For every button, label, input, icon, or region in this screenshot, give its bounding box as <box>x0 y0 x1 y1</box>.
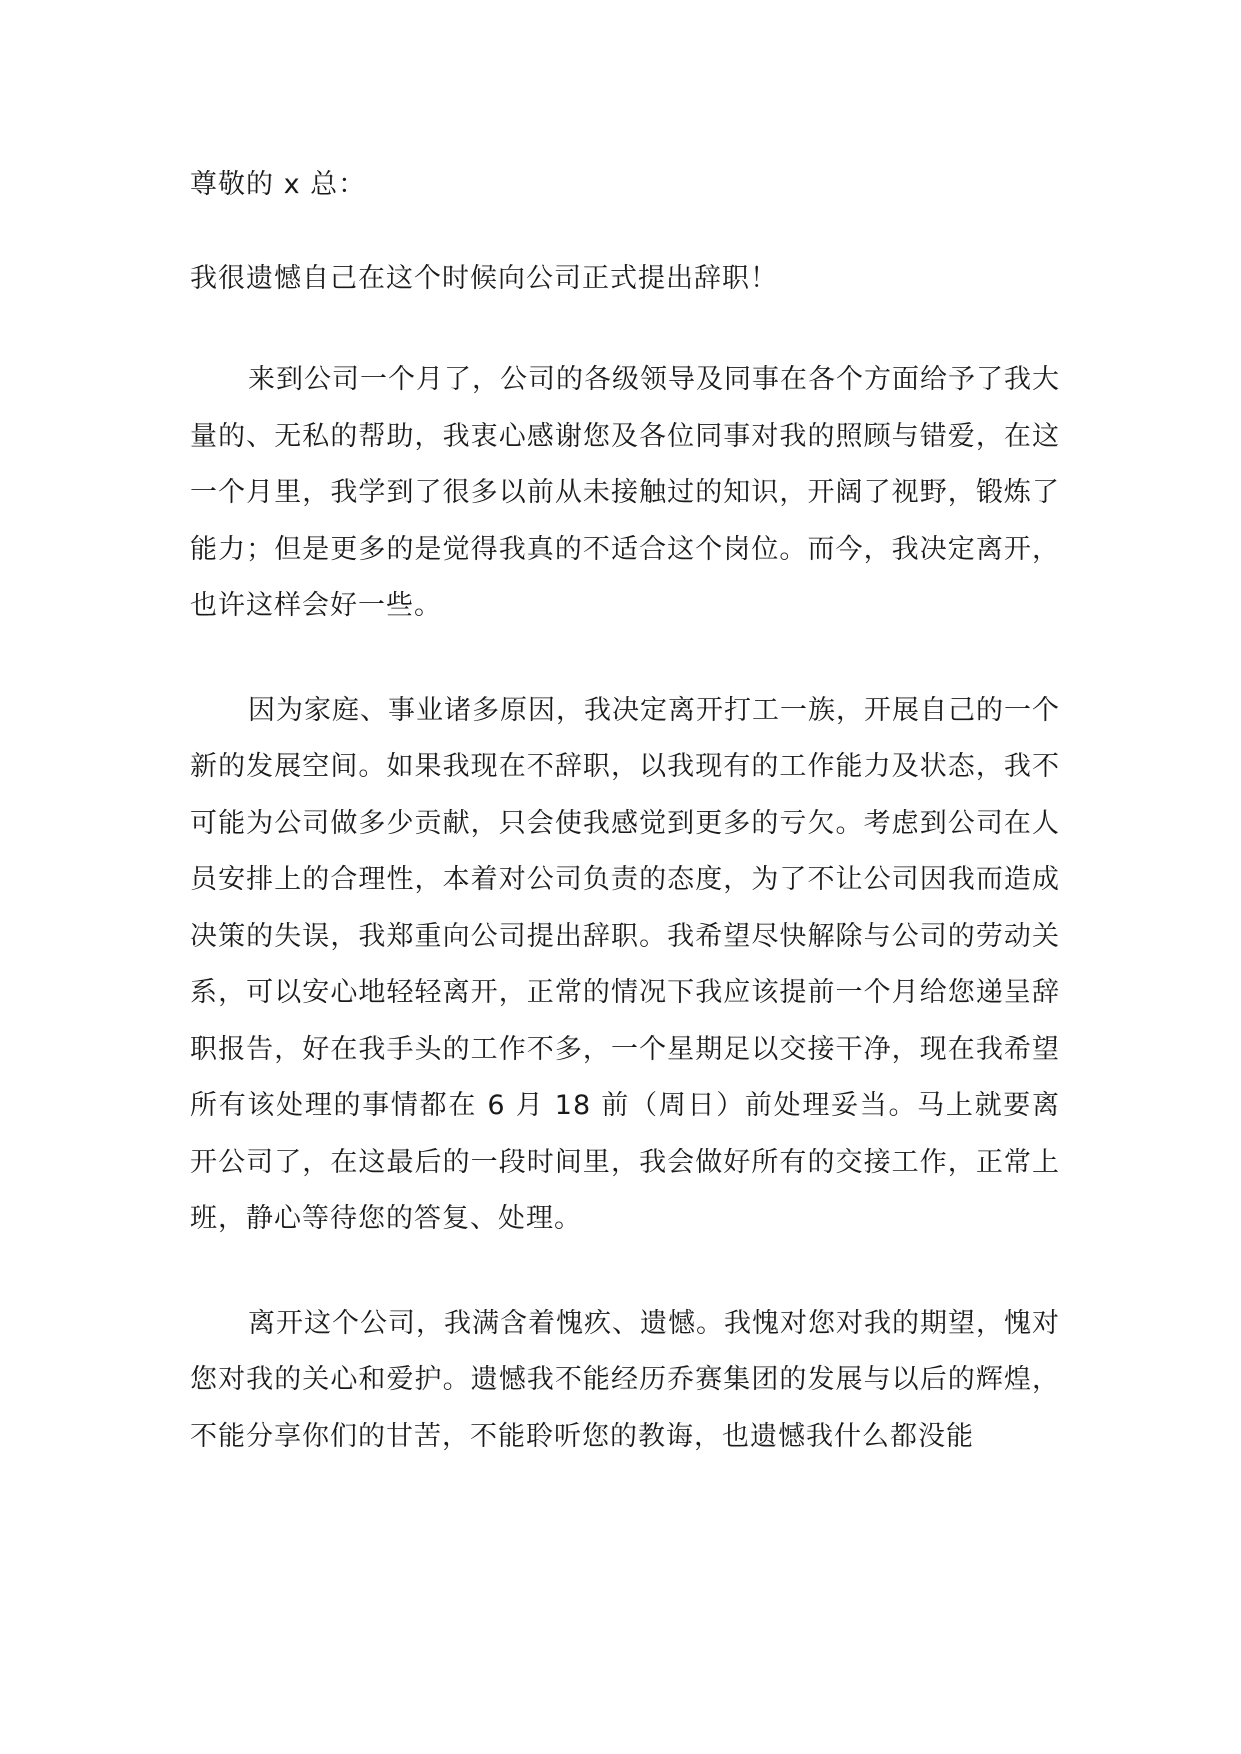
opening-line: 我很遗憾自己在这个时候向公司正式提出辞职！ <box>190 263 778 294</box>
paragraph-1: 来到公司一个月了，公司的各级领导及同事在各个方面给予了我大量的、无私的帮助，我衷心感谢您及各位同事对我的照顾与错爱，在这一个月里，我学到了很多以前从未接触过的知识，开阔了视野，锻炼了能力；但是更多的是觉得我真的不适合这个岗位。而今，我决定离开，也许这样会好一些。 <box>190 364 1060 621</box>
salutation: 尊敬的 x 总： <box>190 169 367 200</box>
paragraph-2: 因为家庭、事业诸多原因，我决定离开打工一族，开展自己的一个新的发展空间。如果我现在不辞职，以我现有的工作能力及状态，我不可能为公司做多少贡献，只会使我感觉到更多的亏欠。考虑到公司在人员安排上的合理性，本着对公司负责的态度，为了不让公司因我而造成决策的失误，我郑重向公司提出辞职。我希望尽快解除与公司的劳动关系，可以安心地轻轻离开，正常的情况下我应该提前一个月给您递呈辞职报告，好在我手头的工作不多，一个星期足以交接干净，现在我希望所有该处理的事情都在 6 月 18 前（周日）前处理妥当。马上就要离开公司了，在这最后的一段时间里，我会做好所有的交接工作，正常上班，静心等待您的答复、处理。 <box>190 694 1060 1234</box>
paragraph-3: 离开这个公司，我满含着愧疚、遗憾。我愧对您对我的期望，愧对您对我的关心和爱护。遗憾我不能经历乔赛集团的发展与以后的辉煌，不能分享你们的甘苦，不能聆听您的教诲，也遗憾我什么都没能 <box>190 1307 1060 1452</box>
letter-body <box>190 158 1060 1465</box>
